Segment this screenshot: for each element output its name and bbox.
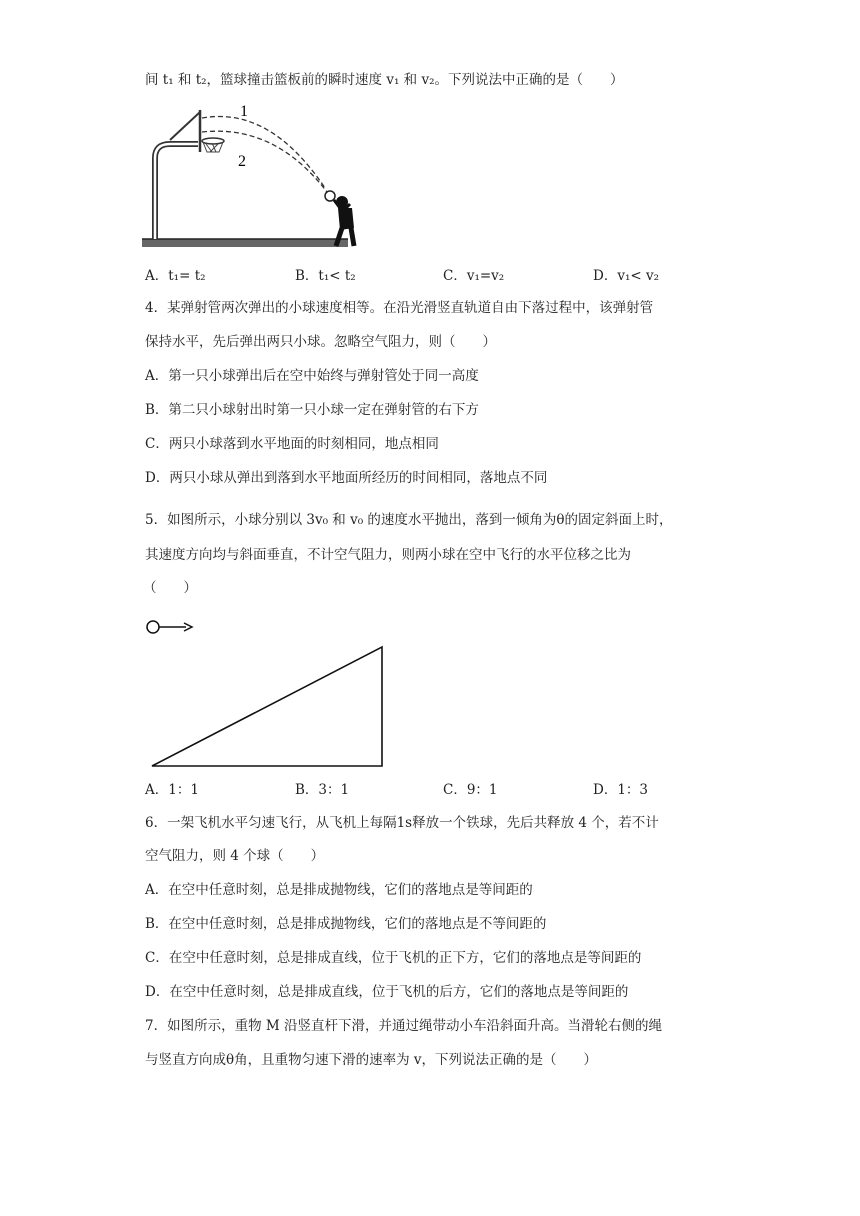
q7-stem-line2: 与竖直方向成θ角，且重物匀速下滑的速率为 v，下列说法正确的是（ ） [145, 1052, 598, 1068]
q5-option-c: C．9：1 [443, 782, 498, 798]
q3-option-a: A．t₁= t₂ [145, 268, 206, 284]
q5-stem-line3: （ ） [143, 580, 197, 596]
q6-stem-line2: 空气阻力，则 4 个球（ ） [145, 848, 325, 864]
basketball-figure [140, 100, 380, 255]
q3-option-c: C．v₁=v₂ [443, 268, 505, 284]
trajectory-1 [202, 116, 325, 188]
q7-stem-line1: 7．如图所示，重物 M 沿竖直杆下滑，并通过绳带动小车沿斜面升高。当滑轮右侧的绳 [145, 1018, 662, 1034]
incline-figure [140, 615, 390, 770]
q5-stem-line2: 其速度方向均与斜面垂直，不计空气阻力，则两小球在空中飞行的水平位移之比为 [145, 547, 631, 563]
incline-triangle [152, 647, 382, 766]
q3-option-d: D．v₁< v₂ [593, 268, 660, 284]
label-1: 1 [240, 103, 248, 120]
trajectory-2 [202, 131, 327, 192]
q4-option-c: C．两只小球落到水平地面的时刻相同，地点相同 [145, 436, 439, 452]
q3-option-b: B．t₁< t₂ [295, 268, 356, 284]
q6-option-b: B．在空中任意时刻，总是排成抛物线，它们的落地点是不等间距的 [145, 916, 547, 932]
q4-stem-line1: 4．某弹射管两次弹出的小球速度相等。在沿光滑竖直轨道自由下落过程中，该弹射管 [145, 300, 654, 316]
q5-option-a: A．1：1 [145, 782, 199, 798]
q4-option-a: A．第一只小球弹出后在空中始终与弹射管处于同一高度 [145, 368, 479, 384]
q5-stem-line1: 5．如图所示，小球分别以 3v₀ 和 v₀ 的速度水平抛出，落到一倾角为θ的固定斜面上时， [145, 512, 673, 528]
q4-option-b: B．第二只小球射出时第一只小球一定在弹射管的右下方 [145, 402, 479, 418]
q6-option-a: A．在空中任意时刻，总是排成抛物线，它们的落地点是等间距的 [145, 882, 533, 898]
q4-option-d: D．两只小球从弹出到落到水平地面所经历的时间相同，落地点不同 [145, 470, 548, 486]
q6-stem-line1: 6．一架飞机水平匀速飞行，从飞机上每隔1s释放一个铁球，先后共释放 4 个，若不计 [145, 815, 659, 831]
q3-stem-tail: 间 t₁ 和 t₂，篮球撞击篮板前的瞬时速度 v₁ 和 v₂。下列说法中正确的是（ ） [145, 72, 624, 88]
q5-option-b: B．3：1 [295, 782, 350, 798]
q4-stem-line2: 保持水平，先后弹出两只小球。忽略空气阻力，则（ ） [145, 334, 496, 350]
q6-option-c: C．在空中任意时刻，总是排成直线，位于飞机的正下方，它们的落地点是等间距的 [145, 950, 642, 966]
q6-option-d: D．在空中任意时刻，总是排成直线，位于飞机的后方，它们的落地点是等间距的 [145, 984, 629, 1000]
q5-option-d: D．1：3 [593, 782, 649, 798]
label-2: 2 [238, 153, 246, 170]
ball [147, 621, 159, 633]
